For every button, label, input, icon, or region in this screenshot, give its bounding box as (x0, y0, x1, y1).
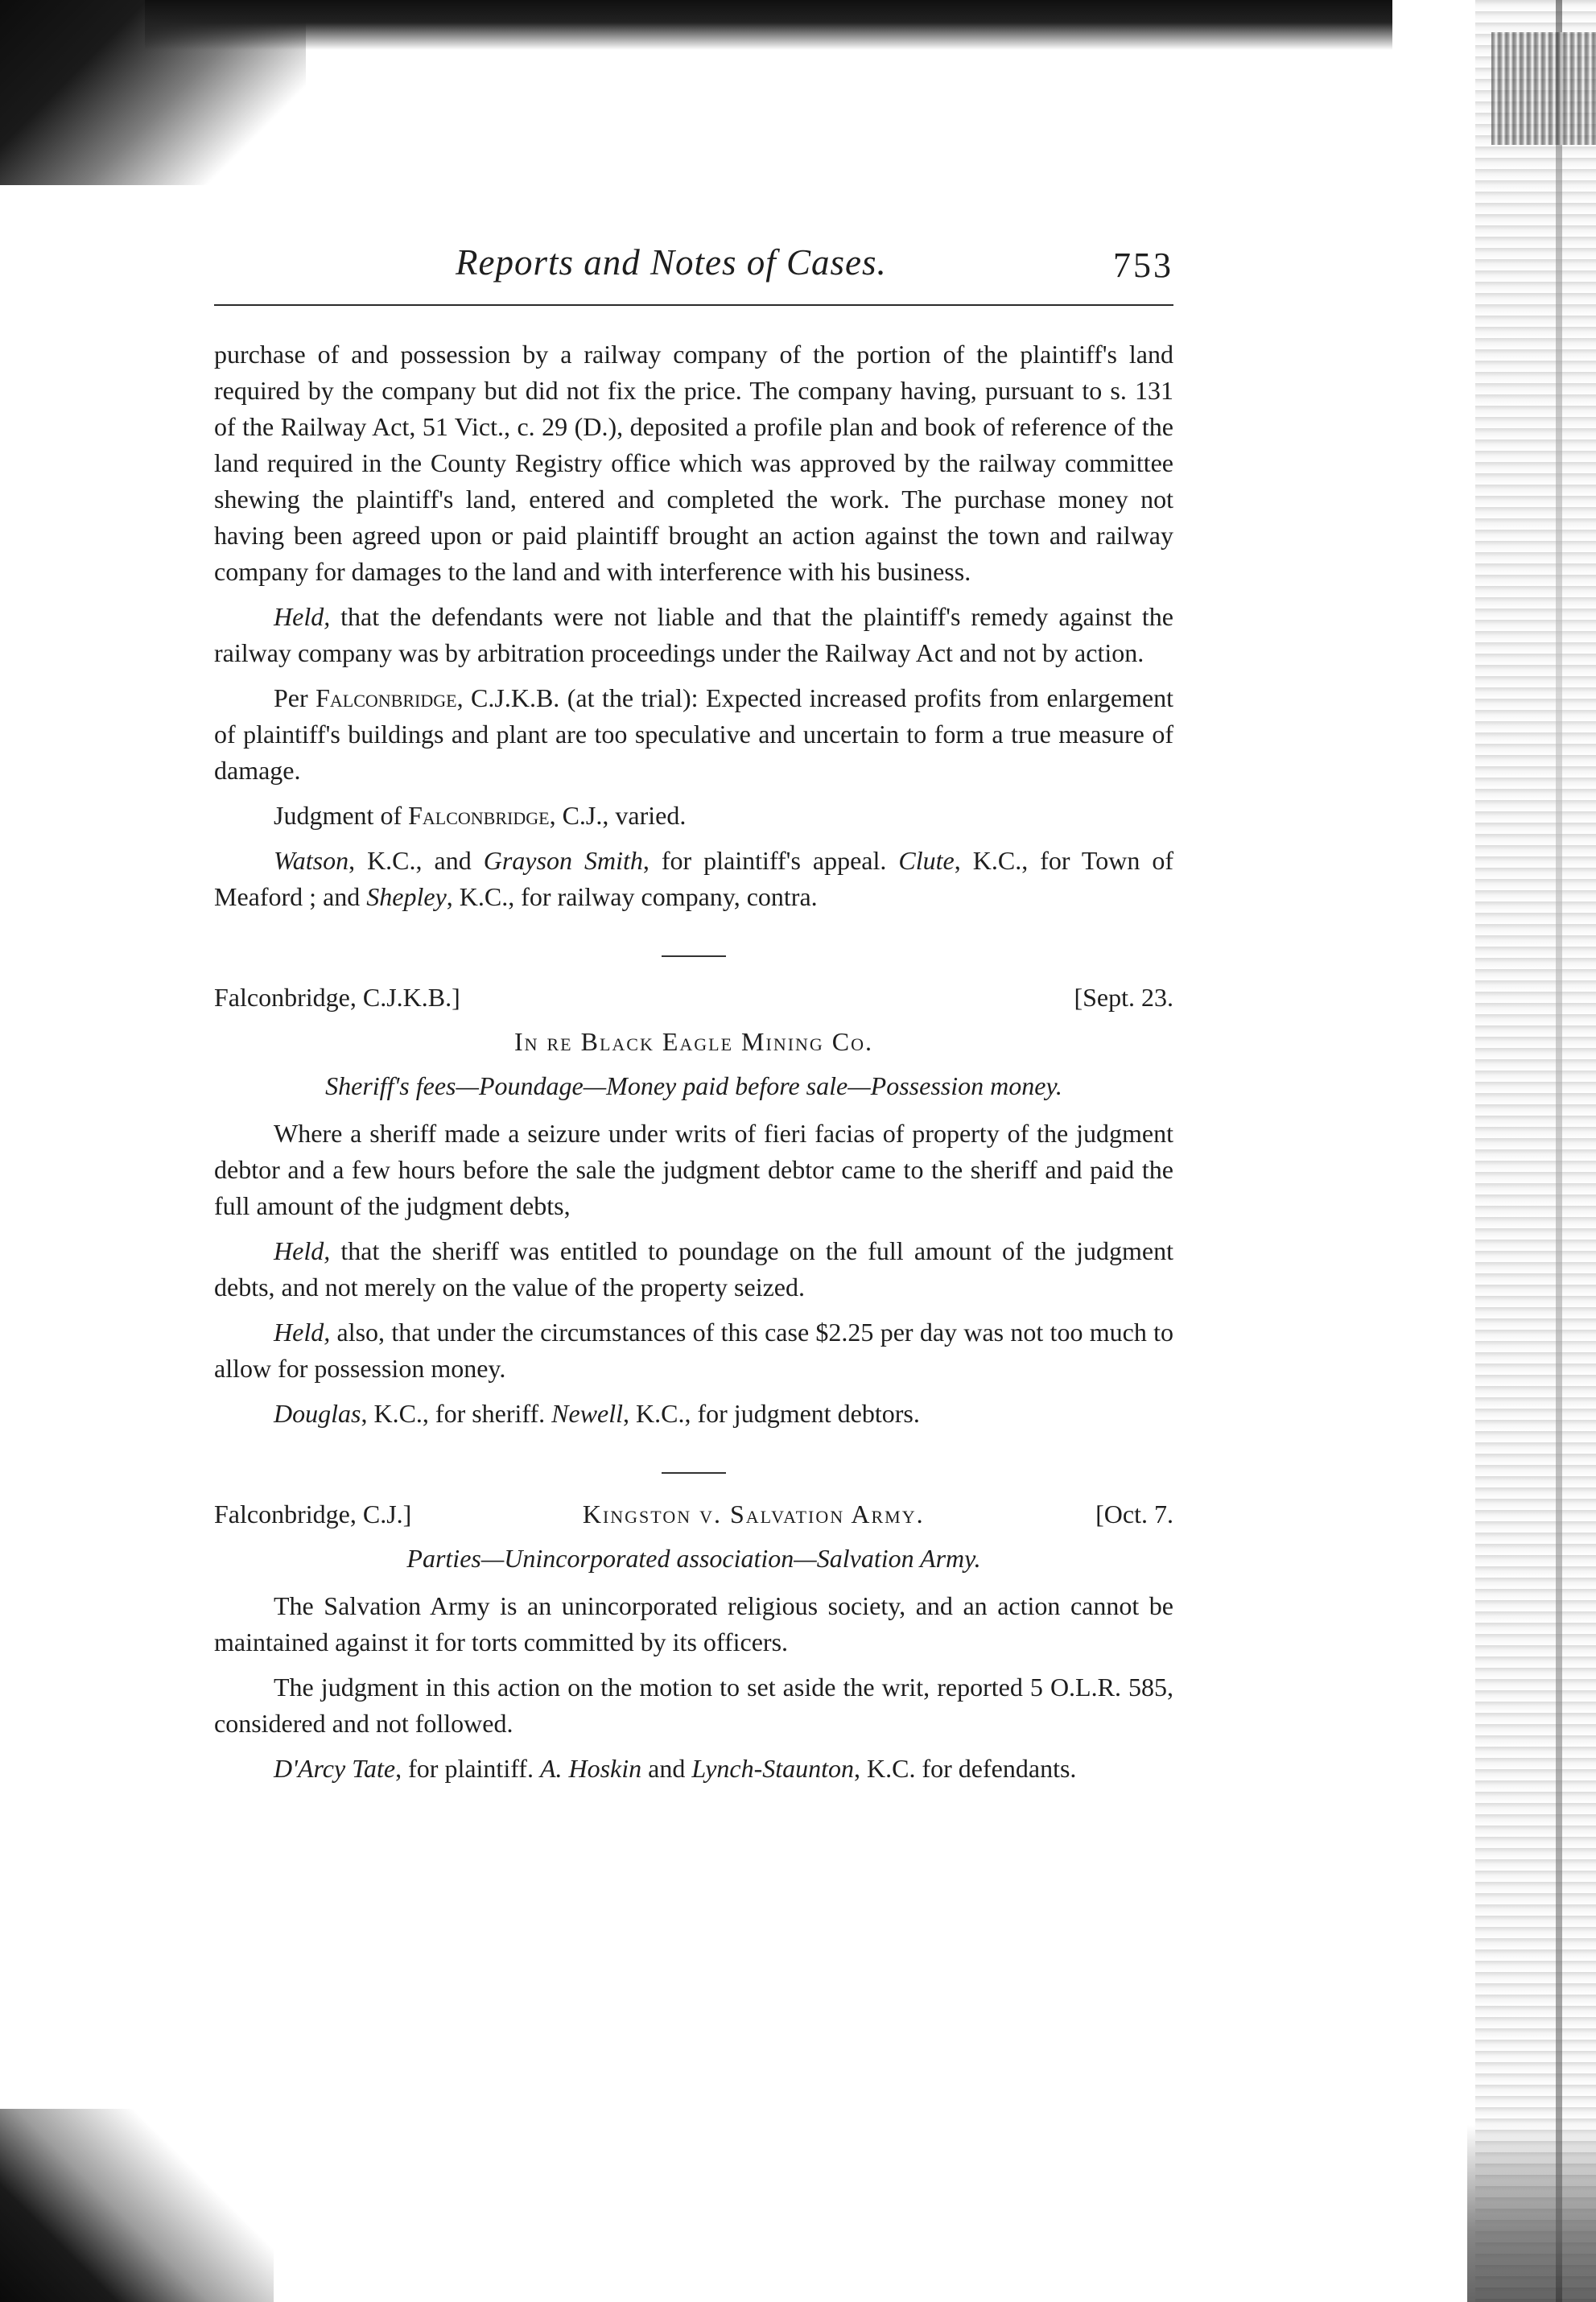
counsel-text: , K.C., for sheriff. (361, 1399, 552, 1428)
page-number: 753 (1113, 245, 1173, 285)
counsel-text: , K.C., and (348, 846, 484, 875)
counsel-paragraph (214, 843, 1173, 915)
running-title: Reports and Notes of Cases. (456, 242, 887, 283)
counsel-name: Clute (898, 846, 955, 875)
case-date: [Oct. 7. (1095, 1500, 1173, 1528)
case-report (214, 1496, 1173, 1787)
counsel-name: A. Hoskin (539, 1754, 642, 1783)
counsel-name: Watson (274, 846, 349, 875)
counsel-text: , K.C. for defendants. (854, 1754, 1077, 1783)
counsel-name: Shepley (366, 882, 447, 911)
counsel-name: D'Arcy Tate (274, 1754, 396, 1783)
per-prefix: Per (274, 683, 316, 712)
scan-shadow-top-right (1491, 32, 1596, 145)
per-judge-paragraph (214, 680, 1173, 789)
case-headnote: Parties—Unincorporated association—Salvation Army. (406, 1544, 981, 1573)
per-judge-text: , C.J.K.B. (at the trial): Expected increased profits from enlargement of plaintiff's buildings and plant are too speculative and uncertain to form a true measure of damage. (214, 683, 1173, 785)
judge-name: Falconbridge (408, 801, 550, 830)
case-report (214, 980, 1173, 1432)
scan-binding-line (1556, 0, 1562, 2302)
case-judge: Falconbridge, C.J.K.B.] (214, 983, 460, 1012)
scan-binding-edge (1475, 0, 1596, 2302)
counsel-name: Newell (551, 1399, 624, 1428)
case-citation-line (214, 980, 1173, 1016)
held-text: also, that under the circumstances of this case $2.25 per day was not too much to allow for possession money. (214, 1318, 1173, 1383)
held-paragraph (214, 1314, 1173, 1387)
section-divider (662, 955, 726, 957)
judgment-text: , C.J., varied. (549, 801, 687, 830)
held-paragraph (214, 599, 1173, 671)
counsel-name: Grayson Smith (483, 846, 643, 875)
counsel-text: , K.C., for railway company, contra. (446, 882, 818, 911)
case-text-paragraph: The Salvation Army is an unincorporated religious society, and an action cannot be maintained against it for torts committed by its officers. (214, 1591, 1173, 1656)
counsel-name: Douglas (274, 1399, 361, 1428)
page-header (214, 241, 1173, 298)
case-continued (214, 336, 1173, 915)
case-citation-line (214, 1496, 1173, 1533)
held-text: that the sheriff was entitled to poundage on the full amount of the judgment debts, and not merely on the value of the property seized. (214, 1236, 1173, 1302)
judge-name: Falconbridge (315, 683, 457, 712)
scan-shadow-bottom-left (0, 2109, 274, 2302)
case-title: Kingston v. Salvation Army. (582, 1500, 925, 1528)
judgment-prefix: Judgment of (274, 801, 409, 830)
counsel-name: Lynch-Staunton (691, 1754, 855, 1783)
section-divider (662, 1472, 726, 1474)
case-title: In re Black Eagle Mining Co. (513, 1027, 874, 1056)
counsel-text: and (641, 1754, 692, 1783)
case-text-paragraph: purchase of and possession by a railway company of the portion of the plaintiff's land required by the company but did not fix the price. The company having, pursuant to s. 131 of the Railway Act, 51 Vict., c. 29 (D.), deposited a profile plan and book of reference of the land required in the County Registry office which was approved by the railway committee shewing the plaintiff's land, entered and completed the work. The purchase money not having been agreed upon or paid plaintiff brought an action against the town and railway company for damages to the land and with interference with his business. (214, 340, 1173, 586)
case-text-paragraph: Where a sheriff made a seizure under writs of fieri facias of property of the judgment debtor and a few hours before the sale the judgment debtor came to the sheriff and paid the full amount of the judgment debts, (214, 1119, 1173, 1220)
header-rule (214, 304, 1173, 306)
held-text: that the defendants were not liable and that the plaintiff's remedy against the railway company was by arbitration proceedings under the Railway Act and not by action. (214, 602, 1173, 667)
held-label: Held, (274, 1318, 331, 1347)
page-body (214, 336, 1173, 1796)
counsel-text: , for plaintiff. (395, 1754, 540, 1783)
counsel-paragraph (214, 1751, 1173, 1787)
scan-shadow-top-edge (145, 0, 1392, 50)
case-text-paragraph: The judgment in this action on the motion to set aside the writ, reported 5 O.L.R. 585, considered and not followed. (214, 1673, 1173, 1738)
case-date: [Sept. 23. (1074, 983, 1173, 1012)
book-page (214, 241, 1174, 1783)
case-headnote: Sheriff's fees—Poundage—Money paid before sale—Possession money. (325, 1071, 1062, 1100)
held-label: Held, (274, 1236, 331, 1265)
held-label: Held, (274, 602, 331, 631)
case-judge: Falconbridge, C.J.] (214, 1500, 412, 1528)
counsel-paragraph (214, 1396, 1173, 1432)
scan-shadow-bottom-right (1467, 2125, 1596, 2302)
counsel-text: , K.C., for judgment debtors. (623, 1399, 920, 1428)
held-paragraph (214, 1233, 1173, 1306)
judgment-paragraph (214, 798, 1173, 834)
counsel-text: , for plaintiff's appeal. (642, 846, 899, 875)
counsel-text: , K.C., for Town of Meaford ; and (214, 846, 1174, 911)
